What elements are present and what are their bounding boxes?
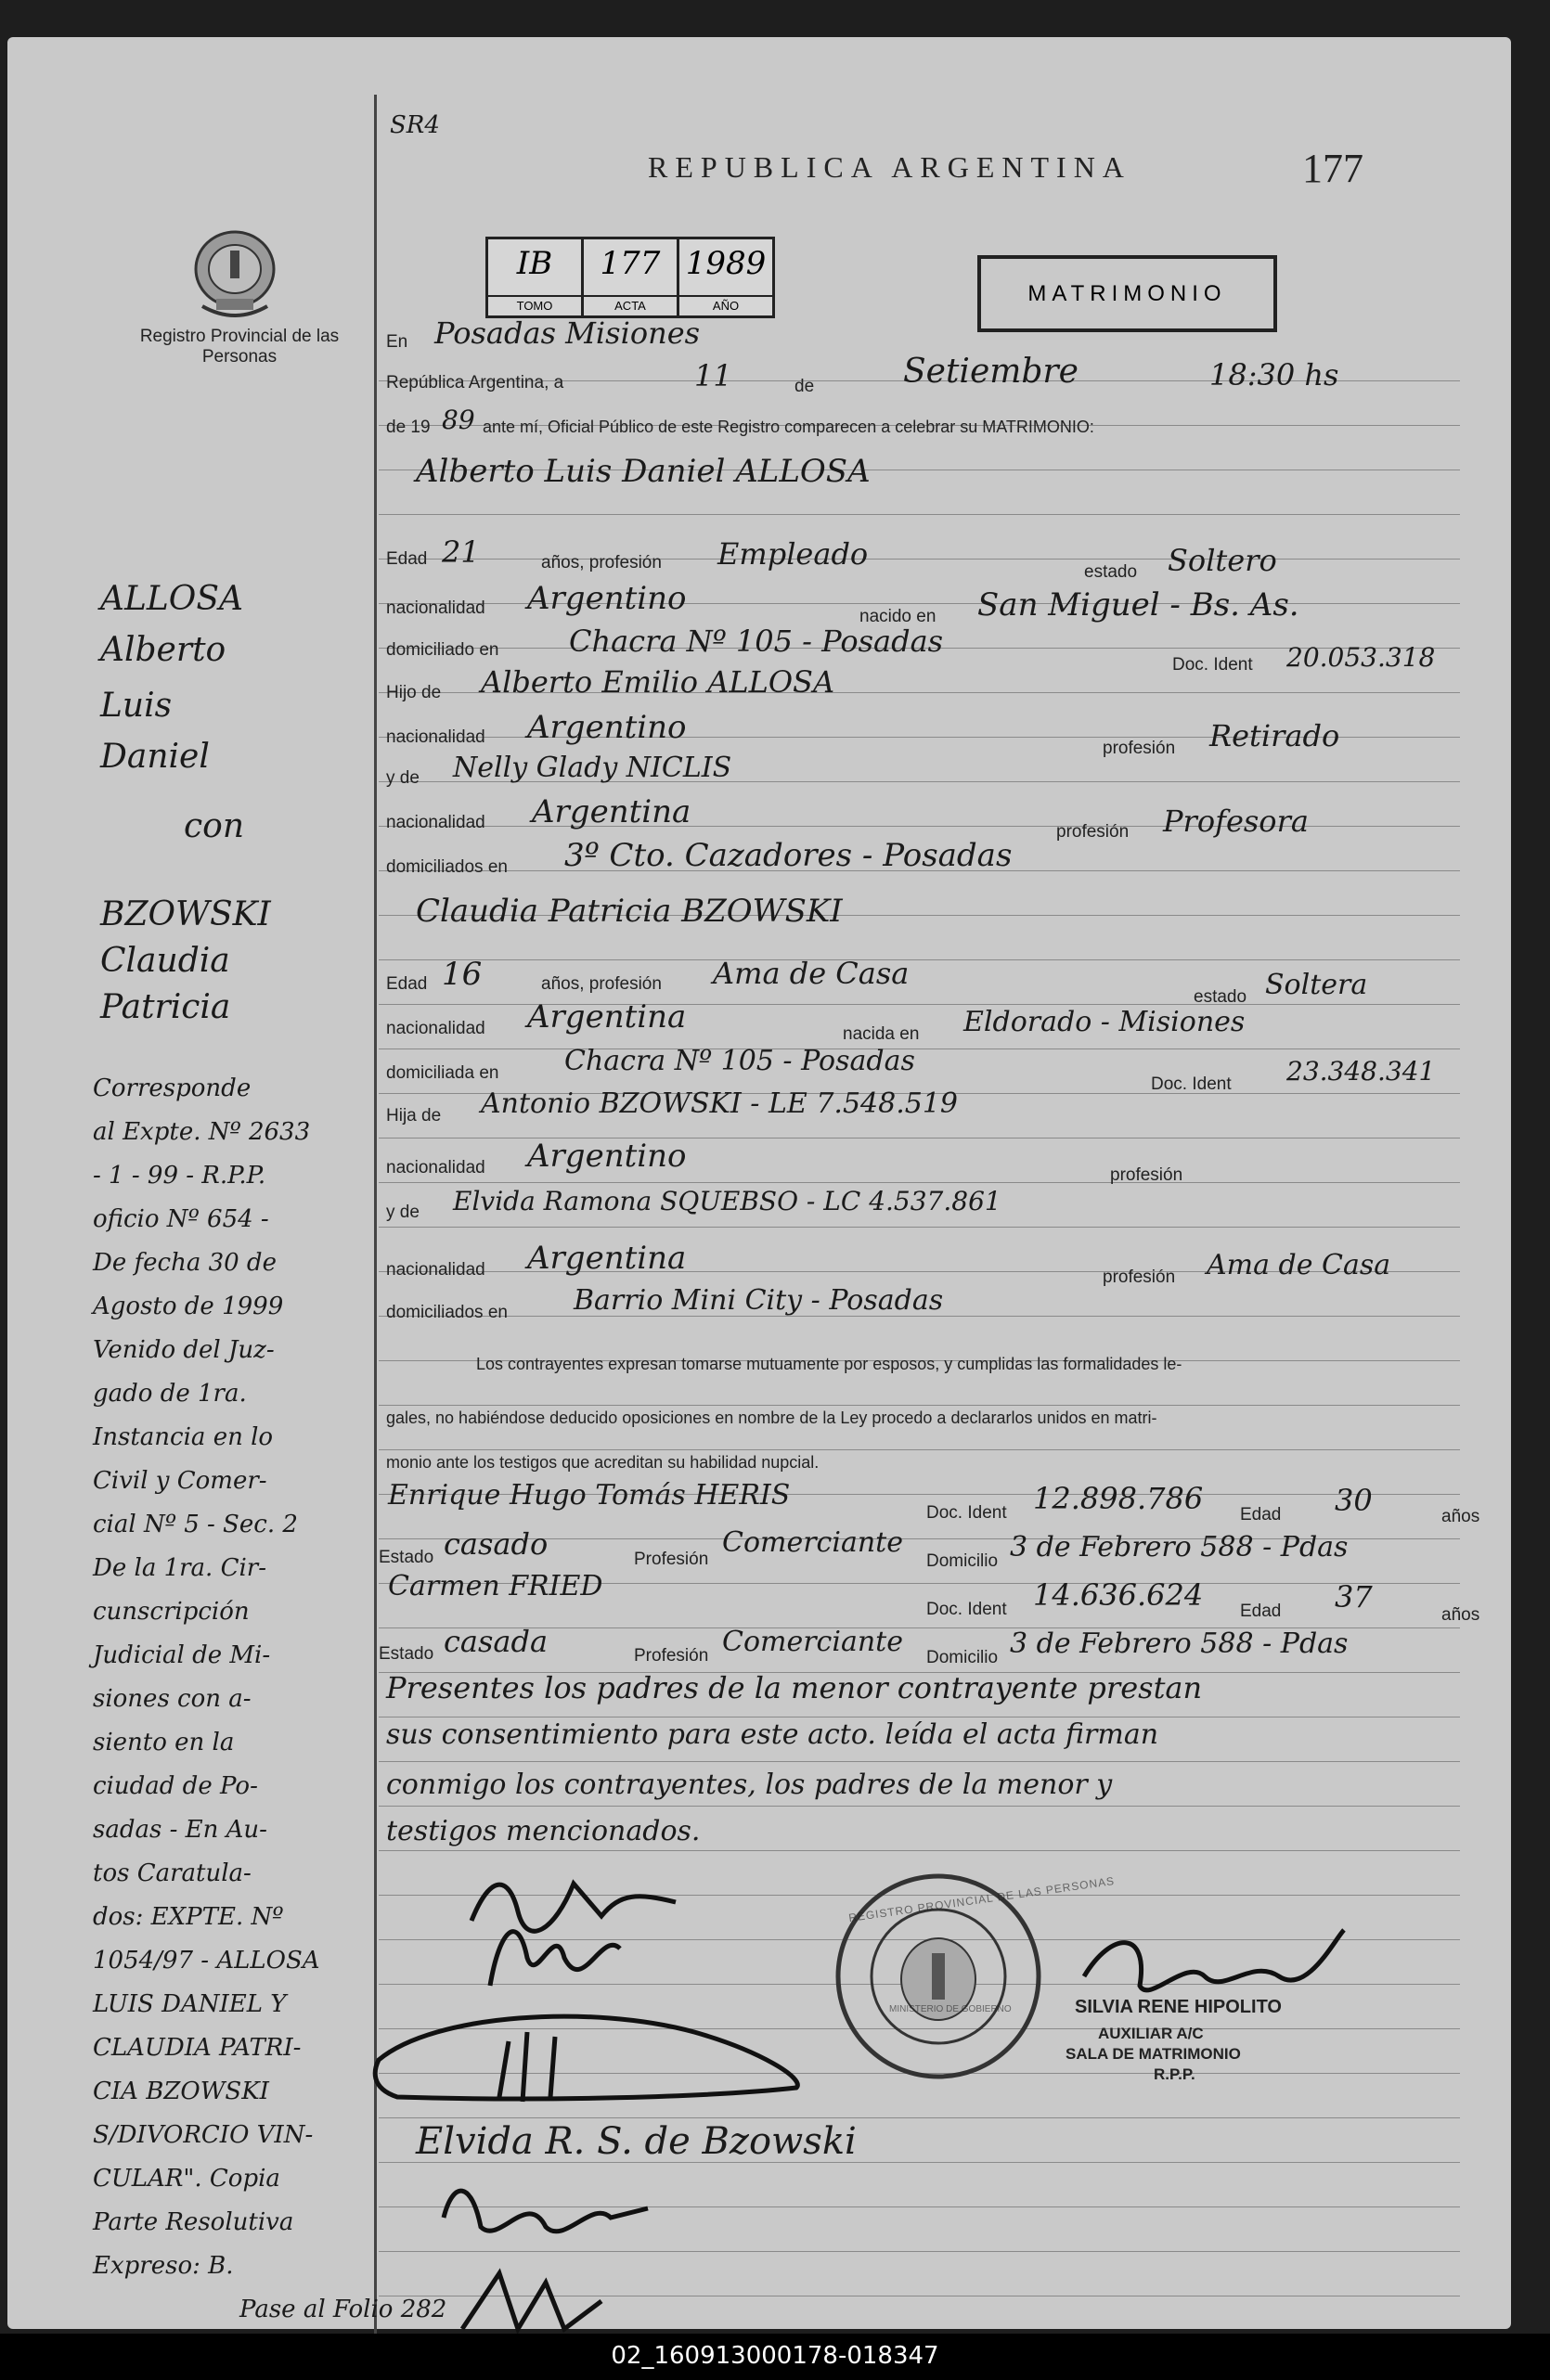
margin-note-line: oficio Nº 654 - xyxy=(93,1205,269,1233)
act-id-boxes xyxy=(485,237,775,318)
margin-name-line: Luis xyxy=(100,687,173,725)
margin-note-line: cunscripción xyxy=(93,1598,250,1626)
witness2-status: casada xyxy=(444,1624,549,1659)
margin-note-line: CIA BZOWSKI xyxy=(93,2078,269,2105)
year-suffix: 89 xyxy=(442,405,475,435)
bride-name: Claudia Patricia BZOWSKI xyxy=(416,893,843,930)
margin-note-line: al Expte. Nº 2633 xyxy=(93,1118,311,1146)
margin-name-line: Patricia xyxy=(100,988,231,1026)
edad-label: Edad xyxy=(1240,1602,1282,1621)
margin-note-line: Civil y Comer- xyxy=(93,1467,267,1495)
ruled-line xyxy=(379,2117,1460,2118)
bride-address: Chacra Nº 105 - Posadas xyxy=(564,1045,915,1077)
bride-mother-nationality: Argentina xyxy=(527,1240,687,1277)
nacionalidad-label: nacionalidad xyxy=(386,813,485,832)
profesion-label: años, profesión xyxy=(541,553,662,572)
witness1-status: casado xyxy=(444,1526,549,1562)
top-note: SR4 xyxy=(390,111,440,139)
profesion-label: profesión xyxy=(1103,739,1176,758)
groom-mother-profession: Profesora xyxy=(1163,804,1309,839)
de19-label: de 19 xyxy=(386,418,431,437)
ruled-line xyxy=(379,1182,1460,1183)
edad-label: Edad xyxy=(386,974,428,994)
profesion-label: profesión xyxy=(1103,1267,1176,1287)
formal-text-1: Los contrayentes expresan tomarse mutuamente por esposos, y cumplidas las formalidades le- xyxy=(476,1355,1182,1373)
signature-father xyxy=(360,1995,824,2116)
bride-birthplace: Eldorado - Misiones xyxy=(963,1006,1246,1038)
margin-note-line: sadas - En Au- xyxy=(93,1816,267,1844)
closing-line-4: testigos mencionados. xyxy=(386,1815,701,1847)
doc-label: Doc. Ident xyxy=(926,1600,1007,1619)
bride-profession: Ama de Casa xyxy=(713,956,910,991)
estado-label: estado xyxy=(1084,562,1138,582)
formal-text-3: monio ante los testigos que acreditan su habilidad nupcial. xyxy=(386,1453,820,1472)
ruled-line xyxy=(379,959,1460,960)
margin-note-line: Expreso: B. xyxy=(93,2252,234,2280)
groom-nationality: Argentino xyxy=(527,580,687,617)
yde-label: y de xyxy=(386,768,420,788)
en-label: En xyxy=(386,332,408,352)
margin-name-line: con xyxy=(184,807,245,845)
witness1-profession: Comerciante xyxy=(722,1526,903,1559)
ruled-line xyxy=(379,1850,1460,1851)
margin-note-line: Pase al Folio 282 xyxy=(239,2296,447,2323)
ruled-line xyxy=(379,1048,1460,1049)
bride-father: Antonio BZOWSKI - LE 7.548.519 xyxy=(481,1087,958,1120)
bride-parents-address: Barrio Mini City - Posadas xyxy=(574,1284,944,1317)
time: 18:30 hs xyxy=(1209,357,1339,392)
nacido-label: nacido en xyxy=(859,607,936,626)
closing-line-3: conmigo los contrayentes, los padres de la menor y xyxy=(386,1769,1113,1801)
official-title: AUXILIAR A/C xyxy=(1098,2025,1204,2042)
tomo-label: TOMO xyxy=(488,295,581,315)
registry-name: Registro Provincial de las Personas xyxy=(139,327,340,367)
margin-name-line: ALLOSA xyxy=(100,580,243,618)
signature-mother: Elvida R. S. de Bzowski xyxy=(416,2120,857,2163)
hijo-label: Hijo de xyxy=(386,683,442,702)
country-heading: REPUBLICA ARGENTINA xyxy=(648,150,1131,184)
bride-doc: 23.348.341 xyxy=(1286,1056,1436,1087)
bride-status: Soltera xyxy=(1265,969,1368,1001)
nacionalidad-label: nacionalidad xyxy=(386,1019,485,1038)
coat-of-arms-icon xyxy=(184,223,286,329)
bride-father-nationality: Argentino xyxy=(527,1138,687,1175)
de-label: de xyxy=(794,377,815,396)
margin-note-line: ciudad de Po- xyxy=(93,1772,258,1800)
margin-name-line: BZOWSKI xyxy=(100,895,271,933)
margin-note-line: Parte Resolutiva xyxy=(93,2208,294,2236)
ruled-line xyxy=(379,1449,1460,1450)
acta-box xyxy=(584,237,679,318)
acta-value: 177 xyxy=(600,245,661,282)
profesion-label: Profesión xyxy=(634,1550,709,1569)
ano-label: AÑO xyxy=(679,295,772,315)
margin-note-line: Instancia en lo xyxy=(93,1423,274,1451)
witness2-name: Carmen FRIED xyxy=(388,1570,603,1602)
doc-label: Doc. Ident xyxy=(926,1503,1007,1523)
act-type-box: MATRIMONIO xyxy=(977,255,1277,332)
closing-line-1: Presentes los padres de la menor contrayente prestan xyxy=(386,1670,1203,1705)
acta-label: ACTA xyxy=(584,295,677,315)
margin-name-line: Claudia xyxy=(100,942,230,980)
bride-nationality: Argentina xyxy=(527,998,687,1036)
official-name: SILVIA RENE HIPOLITO xyxy=(1075,1997,1282,2017)
domicilio-label: Domicilio xyxy=(926,1551,999,1571)
signature-official xyxy=(1066,1921,1363,2023)
margin-note-line: S/DIVORCIO VIN- xyxy=(93,2121,314,2149)
closing-line-2: sus consentimiento para este acto. leída el acta firman xyxy=(386,1718,1159,1751)
witness1-name: Enrique Hugo Tomás HERIS xyxy=(388,1479,791,1512)
witness1-address: 3 de Febrero 588 - Pdas xyxy=(1010,1531,1349,1563)
groom-father-nationality: Argentino xyxy=(527,709,687,746)
margin-note-line: - 1 - 99 - R.P.P. xyxy=(93,1162,266,1190)
seal-inner-text: MINISTERIO DE GOBIERNO xyxy=(889,2004,1012,2014)
margin-note-line: cial Nº 5 - Sec. 2 xyxy=(93,1511,298,1538)
page-number: 177 xyxy=(1302,146,1363,191)
bride-age: 16 xyxy=(442,956,483,993)
doc-label: Doc. Ident xyxy=(1172,655,1253,675)
margin-note-line: De fecha 30 de xyxy=(93,1249,277,1277)
month: Setiembre xyxy=(903,353,1079,391)
groom-mother-nationality: Argentina xyxy=(532,793,691,830)
nacionalidad-label: nacionalidad xyxy=(386,1158,485,1177)
margin-note-line: De la 1ra. Cir- xyxy=(93,1554,267,1582)
margin-name-line: Daniel xyxy=(100,738,210,776)
domiciliada-label: domiciliada en xyxy=(386,1063,499,1083)
nacida-label: nacida en xyxy=(843,1024,920,1044)
margin-note-line: dos: EXPTE. Nº xyxy=(93,1903,284,1931)
tomo-value: IB xyxy=(516,245,553,282)
margin-note-line: gado de 1ra. xyxy=(93,1380,247,1408)
groom-birthplace: San Miguel - Bs. As. xyxy=(977,586,1299,624)
ruled-line xyxy=(379,1405,1460,1406)
document-id-footer: 02_160913000178-018347 xyxy=(0,2334,1550,2380)
witness2-profession: Comerciante xyxy=(722,1626,903,1658)
official-office: SALA DE MATRIMONIO xyxy=(1066,2045,1241,2063)
margin-note-line: Judicial de Mi- xyxy=(93,1641,271,1669)
witness1-doc: 12.898.786 xyxy=(1033,1481,1204,1516)
witness2-age: 37 xyxy=(1335,1579,1373,1615)
domicilio-label: Domicilio xyxy=(926,1648,999,1667)
doc-label: Doc. Ident xyxy=(1151,1074,1232,1094)
edad-label: Edad xyxy=(1240,1505,1282,1524)
witness2-doc: 14.636.624 xyxy=(1033,1577,1204,1613)
groom-doc: 20.053.318 xyxy=(1286,642,1436,673)
nacionalidad-label: nacionalidad xyxy=(386,598,485,618)
margin-note-line: CLAUDIA PATRI- xyxy=(93,2034,302,2062)
margin-note-line: Venido del Juz- xyxy=(93,1336,275,1364)
bride-mother-profession: Ama de Casa xyxy=(1207,1249,1391,1281)
ano-box xyxy=(679,237,775,318)
margin-note-line: siento en la xyxy=(93,1729,235,1756)
document-page xyxy=(7,37,1511,2329)
margin-note-line: LUIS DANIEL Y xyxy=(93,1990,287,2018)
groom-father: Alberto Emilio ALLOSA xyxy=(481,664,835,700)
margin-name-line: Alberto xyxy=(100,631,226,669)
profesion-label: profesión xyxy=(1056,822,1130,842)
groom-age: 21 xyxy=(442,534,480,570)
groom-name: Alberto Luis Daniel ALLOSA xyxy=(416,453,871,490)
republica-label: República Argentina, a xyxy=(386,373,564,392)
edad-label: Edad xyxy=(386,549,428,569)
groom-address: Chacra Nº 105 - Posadas xyxy=(569,624,944,659)
estado-label: Estado xyxy=(379,1548,434,1567)
domiciliados-label: domiciliados en xyxy=(386,1303,508,1322)
signature-witness1 xyxy=(425,2171,666,2255)
groom-mother: Nelly Glady NICLIS xyxy=(453,752,732,784)
groom-father-profession: Retirado xyxy=(1209,718,1340,753)
groom-status: Soltero xyxy=(1168,543,1277,578)
margin-note-line: siones con a- xyxy=(93,1685,252,1713)
signature-bride xyxy=(462,1902,666,2004)
margin-note-line: CULAR". Copia xyxy=(93,2165,280,2193)
profesion-label: años, profesión xyxy=(541,974,662,994)
seal-outer-text: REGISTRO PROVINCIAL DE LAS PERSONAS xyxy=(847,1873,1116,1925)
profesion-label: profesión xyxy=(1110,1165,1183,1185)
margin-note-line: 1054/97 - ALLOSA xyxy=(93,1947,320,1975)
day: 11 xyxy=(694,358,732,393)
estado-label: estado xyxy=(1194,987,1247,1007)
ruled-line xyxy=(379,1761,1460,1762)
domiciliados-label: domiciliados en xyxy=(386,857,508,877)
ano-value: 1989 xyxy=(685,245,767,282)
groom-profession: Empleado xyxy=(717,536,869,572)
margin-note-line: Agosto de 1999 xyxy=(93,1293,284,1320)
profesion-label: Profesión xyxy=(634,1646,709,1666)
yde-label: y de xyxy=(386,1203,420,1222)
domiciliado-label: domiciliado en xyxy=(386,640,499,660)
anos-label: años xyxy=(1441,1507,1480,1526)
formal-text-2: gales, no habiéndose deducido oposiciones en nombre de la Ley procedo a declararlos unidos en matri- xyxy=(386,1409,1157,1427)
ruled-line xyxy=(379,1227,1460,1228)
intro-text: ante mí, Oficial Público de este Registro comparecen a celebrar su MATRIMONIO: xyxy=(483,418,1094,436)
estado-label: Estado xyxy=(379,1644,434,1664)
witness2-address: 3 de Febrero 588 - Pdas xyxy=(1010,1627,1349,1660)
groom-parents-address: 3º Cto. Cazadores - Posadas xyxy=(564,837,1013,874)
margin-note-line: tos Caratula- xyxy=(93,1859,252,1887)
hija-label: Hija de xyxy=(386,1106,442,1126)
official-abbr: R.P.P. xyxy=(1154,2065,1195,2083)
anos-label: años xyxy=(1441,1605,1480,1625)
witness1-age: 30 xyxy=(1335,1483,1373,1518)
margin-note-line: Corresponde xyxy=(93,1074,252,1102)
nacionalidad-label: nacionalidad xyxy=(386,727,485,747)
nacionalidad-label: nacionalidad xyxy=(386,1260,485,1280)
ruled-line xyxy=(379,514,1460,515)
ruled-line xyxy=(379,1806,1460,1807)
bride-mother: Elvida Ramona SQUEBSO - LC 4.537.861 xyxy=(453,1186,1001,1216)
place: Posadas Misiones xyxy=(434,315,701,351)
tomo-box xyxy=(485,237,584,318)
